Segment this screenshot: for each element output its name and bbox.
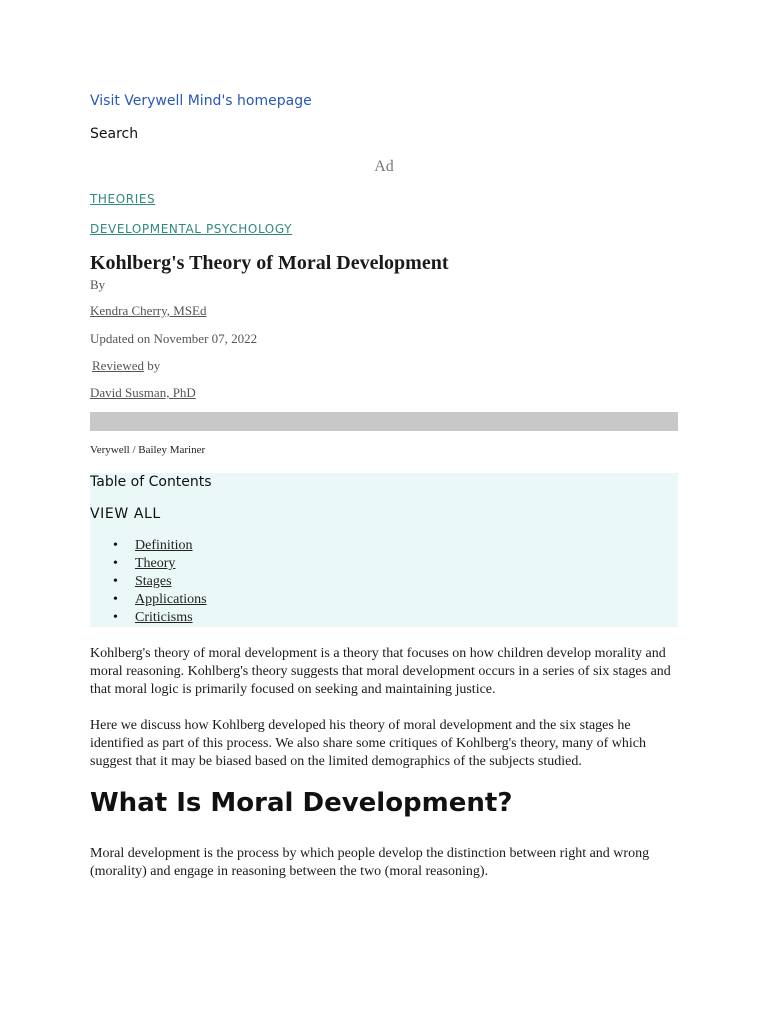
ad-label: Ad	[374, 158, 394, 175]
toc-view-all-button[interactable]: VIEW ALL	[90, 506, 161, 522]
toc-item-criticisms	[90, 609, 207, 627]
reviewer-link[interactable]: David Susman, PhD	[90, 385, 196, 400]
overview-paragraph: Here we discuss how Kohlberg developed his theory of moral development and the six stages he identified as part of this process. We also share some critiques of Kohlberg's theory, many of which suggest that it may be biased based on the limited demographics of the subjects studied.	[90, 718, 646, 769]
author-link[interactable]: Kendra Cherry, MSEd	[90, 303, 207, 318]
reviewed-link[interactable]: Reviewed	[92, 358, 144, 373]
definition-paragraph: Moral development is the process by which people develop the distinction between right and wrong (morality) and engage in reasoning between the two (moral reasoning).	[90, 846, 650, 879]
reviewed-by-label: by	[143, 358, 161, 373]
toc-list	[90, 537, 207, 627]
breadcrumb-developmental-psychology[interactable]: DEVELOPMENTAL PSYCHOLOGY	[90, 222, 293, 236]
toc-link-criticisms[interactable]: Criticisms	[135, 610, 193, 625]
image-caption: Verywell / Bailey Mariner	[90, 444, 206, 456]
toc-link-theory[interactable]: Theory	[135, 556, 176, 571]
bullet-icon: •	[113, 538, 118, 553]
section-heading: What Is Moral Development?	[90, 788, 513, 818]
article-title: Kohlberg's Theory of Moral Development	[90, 252, 449, 274]
toc-link-stages[interactable]: Stages	[135, 574, 172, 589]
homepage-link[interactable]: Visit Verywell Mind's homepage	[90, 93, 312, 109]
toc-item-theory	[90, 555, 207, 573]
bullet-icon: •	[113, 556, 118, 571]
toc-title: Table of Contents	[90, 474, 212, 490]
toc-item-definition	[90, 537, 207, 555]
table-of-contents	[90, 473, 678, 627]
breadcrumb-theories[interactable]: THEORIES	[90, 192, 156, 206]
toc-item-stages	[90, 573, 207, 591]
bullet-icon: •	[113, 574, 118, 589]
reviewed-by-line	[92, 358, 160, 374]
byline-label: By	[90, 277, 106, 292]
bullet-icon: •	[113, 592, 118, 607]
intro-paragraph: Kohlberg's theory of moral development is a theory that focuses on how children develop morality and moral reasoning. Kohlberg's theory suggests that moral development occurs in a series of six stages and that moral logic is primarily focused on seeking and maintaining justice.	[90, 646, 671, 697]
toc-link-applications[interactable]: Applications	[135, 592, 207, 607]
bullet-icon: •	[113, 610, 118, 625]
toc-link-definition[interactable]: Definition	[135, 538, 193, 553]
hero-image-placeholder	[90, 412, 678, 431]
updated-date: Updated on November 07, 2022	[90, 331, 258, 346]
search-button[interactable]: Search	[90, 126, 139, 142]
toc-item-applications	[90, 591, 207, 609]
